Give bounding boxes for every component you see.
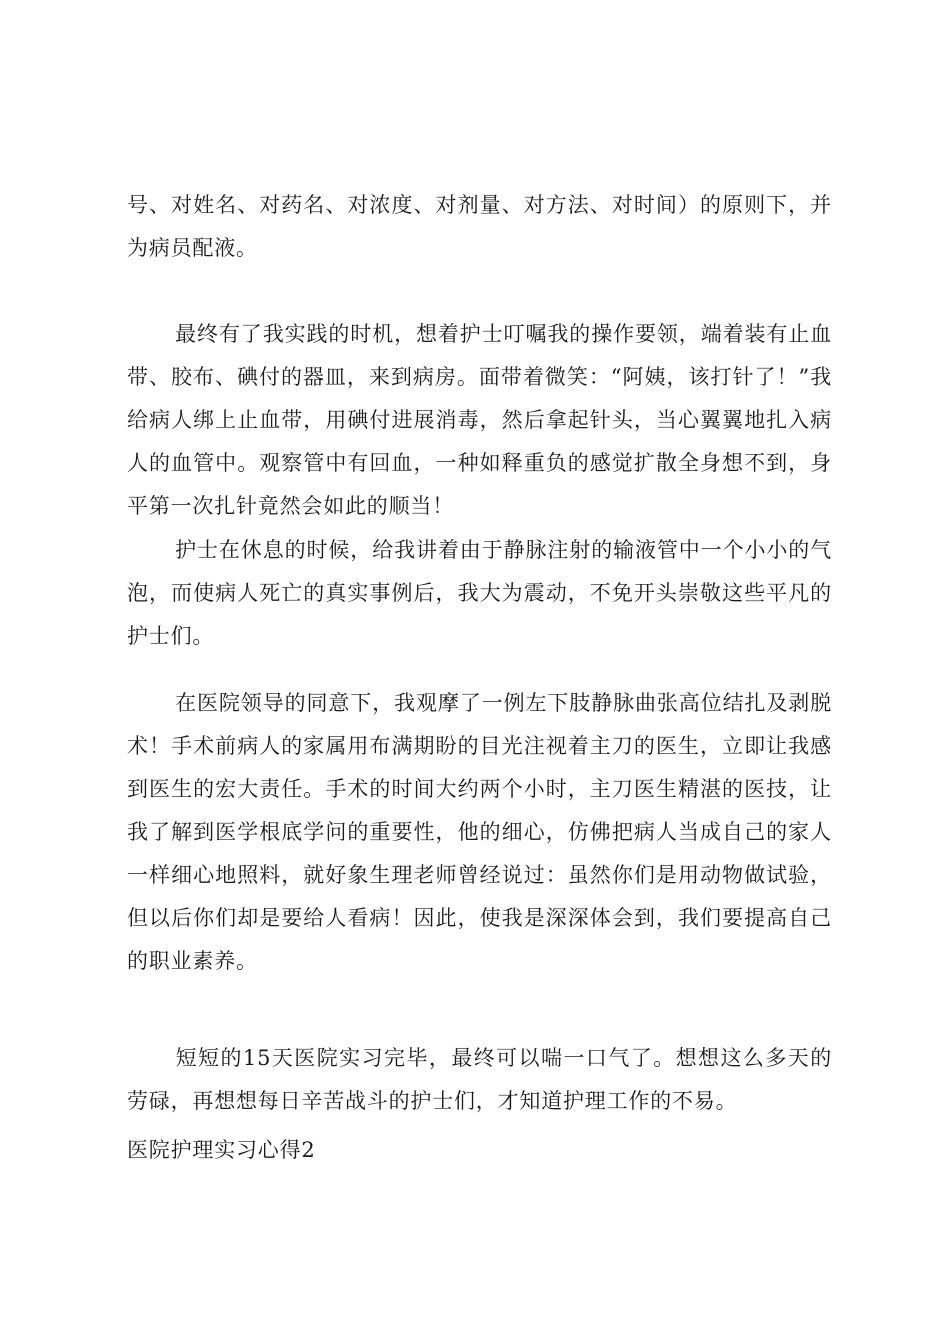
paragraph-text: 短短的15天医院实习完毕，最终可以喘一口气了。想想这么多天的劳碌，再想想每日辛苦战斗的护士们，才知道护理工作的不易。	[127, 1046, 832, 1113]
paragraph-nurse-story	[127, 529, 832, 658]
paragraph-text: 号、对姓名、对药名、对浓度、对剂量、对方法、对时间）的原则下，并为病员配液。	[127, 193, 832, 260]
paragraph-text: 在医院领导的同意下，我观摩了一例左下肢静脉曲张高位结扎及剥脱术！手术前病人的家属用布满期盼的目光注视着主刀的医生，立即让我感到医生的宏大责任。手术的时间大约两个小时，主刀医生精湛的医技，让我了解到医学根底学问的重要性，他的细心，仿佛把病人当成自己的家人一样细心地照料，就好象生理老师曾经说过：虽然你们是用动物做试验，但以后你们却是要给人看病！因此，使我是深深体会到，我们要提高自己的职业素养。	[127, 691, 832, 973]
paragraph-practice	[127, 313, 832, 528]
section-heading: 医院护理实习心得2	[127, 1138, 316, 1162]
paragraph-text: 最终有了我实践的时机，想着护士叮嘱我的操作要领，端着装有止血带、胶布、碘付的器皿，来到病房。面带着微笑：“阿姨，该打针了！”我给病人绑上止血带，用碘付进展消毒，然后拿起针头，当心翼翼地扎入病人的血管中。观察管中有回血，一种如释重负的感觉扩散全身想不到，身平第一次扎针竟然会如此的顺当！	[127, 322, 832, 518]
paragraph-text: 护士在休息的时候，给我讲着由于静脉注射的输液管中一个小小的气泡，而使病人死亡的真实事例后，我大为震动，不免开头崇敬这些平凡的护士们。	[127, 538, 832, 648]
paragraph-continuation	[127, 184, 832, 270]
paragraph-surgery	[127, 682, 832, 983]
paragraph-conclusion	[127, 1037, 832, 1123]
